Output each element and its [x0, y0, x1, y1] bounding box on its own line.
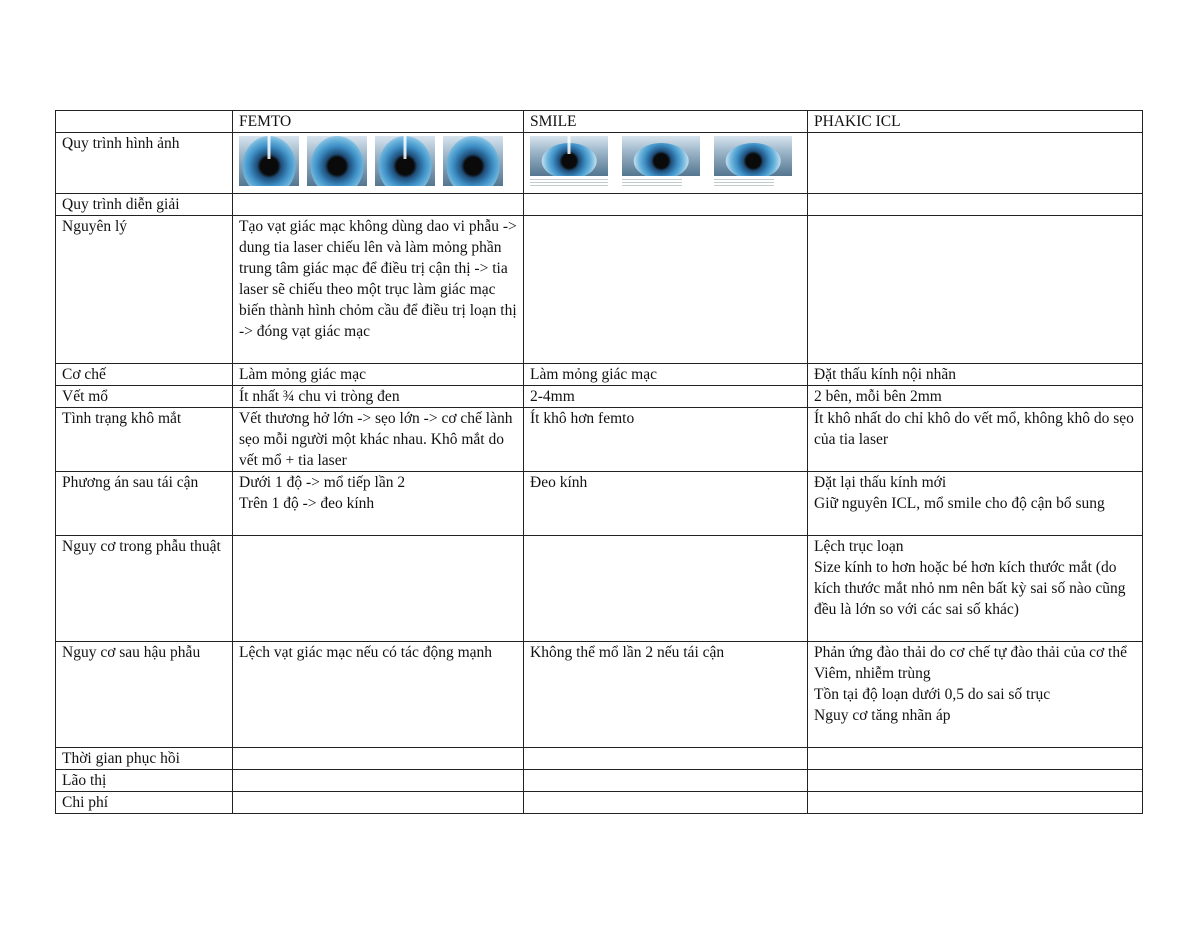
smile-cell: Đeo kính: [524, 472, 808, 536]
femto-cell: Dưới 1 độ -> mổ tiếp lần 2 Trên 1 độ -> đeo kính: [233, 472, 524, 536]
table-row: [56, 536, 1143, 642]
icl-cell: [808, 792, 1143, 814]
row-label: Tình trạng khô mắt: [56, 408, 233, 472]
table-row: [56, 408, 1143, 472]
femto-cell: [233, 536, 524, 642]
smile-cell: Không thể mổ lần 2 nếu tái cận: [524, 642, 808, 748]
row-label: Phương án sau tái cận: [56, 472, 233, 536]
eye-image: [443, 136, 503, 186]
femto-cell: Ít nhất ¾ chu vi tròng đen: [233, 386, 524, 408]
header-cell-smile: SMILE: [524, 111, 808, 133]
femto-cell: Vết thương hở lớn -> sẹo lớn -> cơ chế lành sẹo mỗi người một khác nhau. Khô mắt do vết mổ + tia laser: [233, 408, 524, 472]
smile-images-cell: [524, 133, 808, 194]
femto-cell: Tạo vạt giác mạc không dùng dao vi phẫu -> dung tia laser chiếu lên và làm mỏng phần trung tâm giác mạc để điều trị cận thị -> tia laser sẽ chiếu theo một trục làm giác mạc biến thành hình chỏm cầu để điều trị loạn thị -> đóng vạt giác mạc: [233, 216, 524, 364]
row-label: Quy trình hình ảnh: [56, 133, 233, 194]
icl-cell: [808, 748, 1143, 770]
table-row: [56, 748, 1143, 770]
icl-cell: Lệch trục loạn Size kính to hơn hoặc bé hơn kích thước mắt (do kích thước mắt nhỏ nm nên bất kỳ sai số nào cũng đều là lớn so với các sai số khác): [808, 536, 1143, 642]
table-row: [56, 386, 1143, 408]
femto-cell: [233, 194, 524, 216]
row-label: Cơ chế: [56, 364, 233, 386]
smile-cell: [524, 748, 808, 770]
icl-images-cell: [808, 133, 1143, 194]
femto-cell: [233, 770, 524, 792]
femto-cell: Lệch vạt giác mạc nếu có tác động mạnh: [233, 642, 524, 748]
smile-cell: Ít khô hơn femto: [524, 408, 808, 472]
smile-cell: [524, 216, 808, 364]
icl-cell: [808, 194, 1143, 216]
table-row: [56, 642, 1143, 748]
eye-image: [530, 136, 608, 176]
header-row: [56, 111, 1143, 133]
eye-image: [307, 136, 367, 186]
femto-cell: [233, 748, 524, 770]
smile-cell: Làm mỏng giác mạc: [524, 364, 808, 386]
row-label: Thời gian phục hồi: [56, 748, 233, 770]
eye-image: [375, 136, 435, 186]
row-label: Chi phí: [56, 792, 233, 814]
eye-image: [714, 136, 792, 176]
row-label: Lão thị: [56, 770, 233, 792]
row-label: Nguy cơ sau hậu phẫu: [56, 642, 233, 748]
header-cell-icl: PHAKIC ICL: [808, 111, 1143, 133]
table-row: [56, 216, 1143, 364]
icl-cell: [808, 216, 1143, 364]
header-cell-femto: FEMTO: [233, 111, 524, 133]
smile-cell: 2-4mm: [524, 386, 808, 408]
row-label: Nguy cơ trong phẫu thuật: [56, 536, 233, 642]
comparison-table: [55, 110, 1143, 814]
femto-cell: Làm mỏng giác mạc: [233, 364, 524, 386]
icl-cell: Phản ứng đào thải do cơ chế tự đào thải của cơ thể Viêm, nhiễm trùng Tồn tại độ loạn dưới 0,5 do sai số trục Nguy cơ tăng nhãn áp: [808, 642, 1143, 748]
table-row: [56, 364, 1143, 386]
smile-cell: [524, 536, 808, 642]
table-row: [56, 194, 1143, 216]
table-row: [56, 133, 1143, 194]
smile-cell: [524, 770, 808, 792]
row-label: Nguyên lý: [56, 216, 233, 364]
row-label: Quy trình diễn giải: [56, 194, 233, 216]
icl-cell: 2 bên, mỗi bên 2mm: [808, 386, 1143, 408]
femto-images-cell: [233, 133, 524, 194]
row-label: Vết mổ: [56, 386, 233, 408]
icl-cell: [808, 770, 1143, 792]
eye-image: [239, 136, 299, 186]
table-row: [56, 770, 1143, 792]
icl-cell: Đặt lại thấu kính mới Giữ nguyên ICL, mổ smile cho độ cận bổ sung: [808, 472, 1143, 536]
icl-cell: Đặt thấu kính nội nhãn: [808, 364, 1143, 386]
eye-image: [622, 136, 700, 176]
femto-cell: [233, 792, 524, 814]
smile-cell: [524, 194, 808, 216]
smile-cell: [524, 792, 808, 814]
table-row: [56, 472, 1143, 536]
icl-cell: Ít khô nhất do chỉ khô do vết mổ, không khô do sẹo của tia laser: [808, 408, 1143, 472]
table-row: [56, 792, 1143, 814]
header-cell-empty: [56, 111, 233, 133]
